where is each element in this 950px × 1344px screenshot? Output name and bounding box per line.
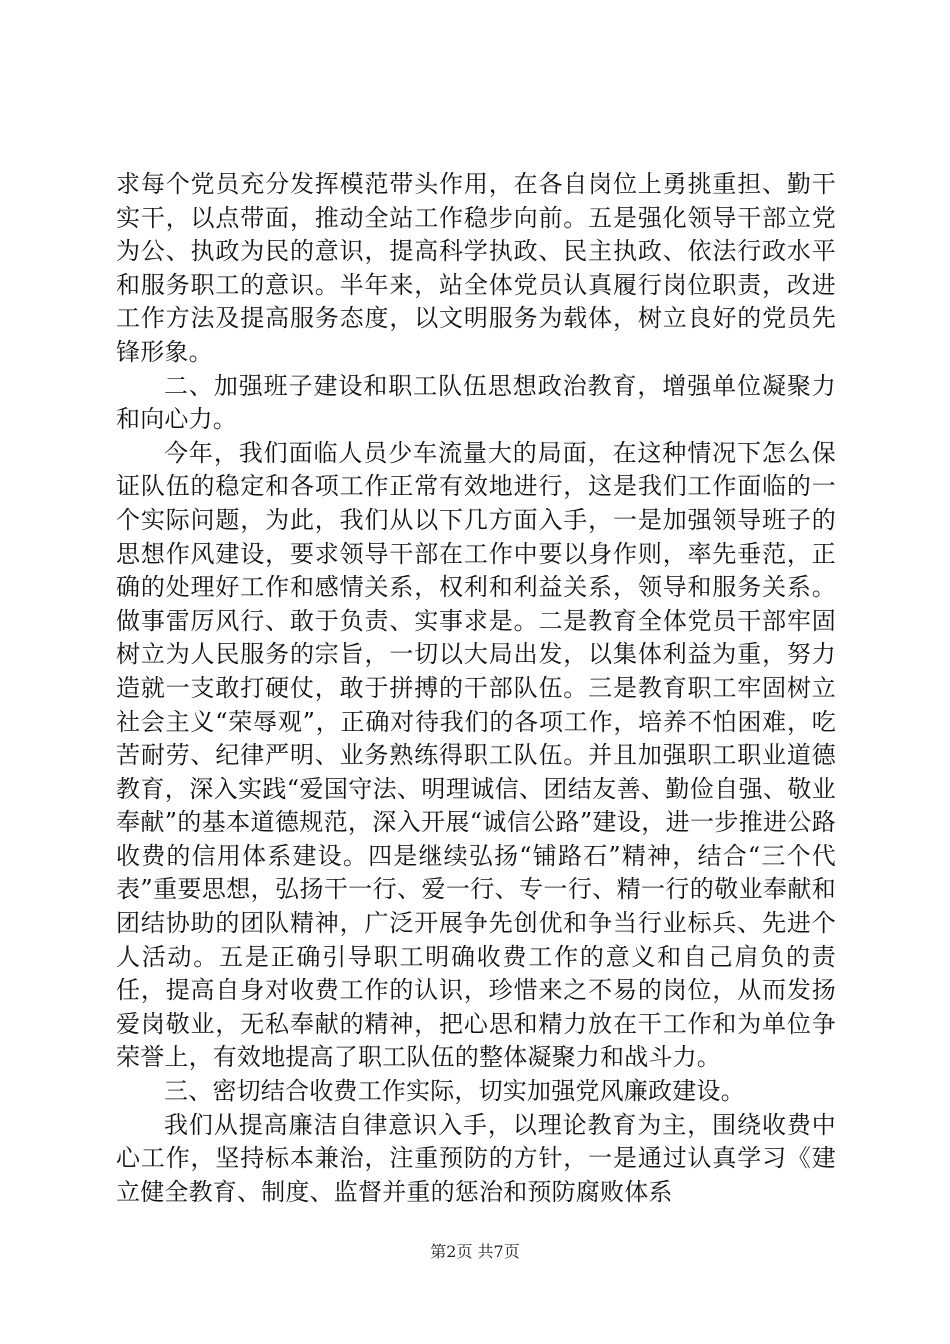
- document-body: [116, 168, 836, 1209]
- section-heading-2: 二、加强班子建设和职工队伍思想政治教育，增强单位凝聚力和向心力。: [116, 371, 836, 434]
- paragraph-1: 求每个党员充分发挥模范带头作用，在各自岗位上勇挑重担、勤干实干，以点带面，推动全站工作稳步向前。五是强化领导干部立党为公、执政为民的意识，提高科学执政、民主执政、依法行政水平和服务职工的意识。半年来，站全体党员认真履行岗位职责，改进工作方法及提高服务态度，以文明服务为载体，树立良好的党员先锋形象。: [116, 170, 836, 366]
- paragraph-3: 今年，我们面临人员少车流量大的局面，在这种情况下怎么保证队伍的稳定和各项工作正常有效地进行，这是我们工作面临的一个实际问题，为此，我们从以下几方面入手，一是加强领导班子的思想作风建设，要求领导干部在工作中要以身作则，率先垂范，正确的处理好工作和感情关系，权利和利益关系，领导和服务关系。做事雷厉风行、敢于负责、实事求是。二是教育全体党员干部牢固树立为人民服务的宗旨，一切以大局出发，以集体利益为重，努力造就一支敢打硬仗，敢于拼搏的干部队伍。三是教育职工牢固树立社会主义“荣辱观”，正确对待我们的各项工作，培养不怕困难，吃苦耐劳、纪律严明、业务熟练得职工队伍。并且加强职工职业道德教育，深入实践“爱国守法、明理诚信、团结友善、勤俭自强、敬业奉献”的基本道德规范，深入开展“诚信公路”建设，进一步推进公路收费的信用体系建设。四是继续弘扬“铺路石”精神，结合“三个代表”重要思想，弘扬干一行、爱一行、专一行、精一行的敬业奉献和团结协助的团队精神，广泛开展争先创优和争当行业标兵、先进个人活动。五是正确引导职工明确收费工作的意义和自己肩负的责任，提高自身对收费工作的认识，珍惜来之不易的岗位，从而发扬爱岗敬业，无私奉献的精神，把心思和精力放在干工作和为单位争荣誉上，有效地提高了职工队伍的整体凝聚力和战斗力。: [116, 438, 836, 1072]
- paragraph-5: 我们从提高廉洁自律意识入手，以理论教育为主，围绕收费中心工作，坚持标本兼治，注重预防的方针，一是通过认真学习《建立健全教育、制度、监督并重的惩治和预防腐败体系: [116, 1110, 836, 1206]
- page-number-footer: 第2页 共7页: [430, 1242, 520, 1261]
- section-heading-3: 三、密切结合收费工作实际，切实加强党风廉政建设。: [164, 1077, 745, 1106]
